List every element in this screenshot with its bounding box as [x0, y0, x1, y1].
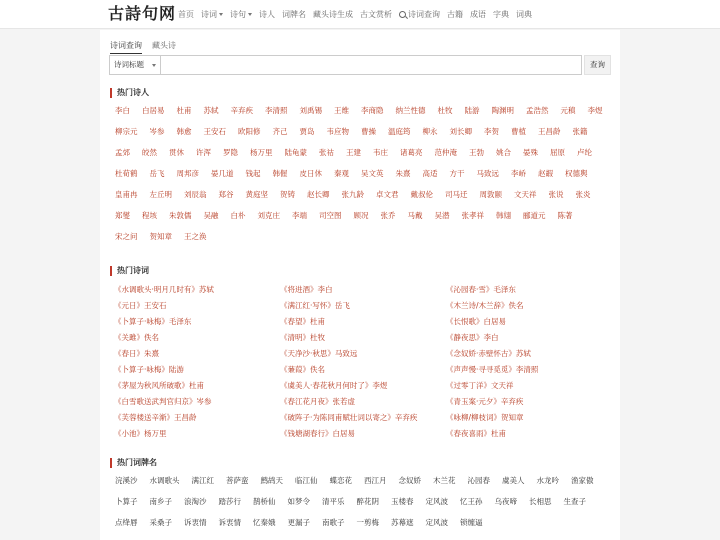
cipai-link[interactable]: 卜算子 — [115, 497, 138, 506]
cipai-link[interactable]: 水龙吟 — [536, 476, 559, 485]
cipai-link[interactable]: 菩萨蛮 — [226, 476, 249, 485]
poet-link[interactable]: 高适 — [422, 169, 438, 178]
hot-cipai-title: 热门词牌名 — [110, 458, 157, 468]
poet-link[interactable]: 李端 — [292, 211, 307, 220]
poet-link[interactable]: 诸葛亮 — [400, 148, 423, 157]
search-input[interactable] — [161, 55, 582, 75]
nav-item[interactable] — [282, 9, 306, 20]
tab-poem-search[interactable]: 诗词查询 — [110, 40, 142, 54]
poet-link[interactable]: 陆龟蒙 — [284, 148, 307, 157]
cipai-link[interactable]: 点绛唇 — [115, 518, 138, 527]
poem-link[interactable]: 《芙蓉楼送辛渐》王昌龄 — [114, 413, 197, 422]
nav-item[interactable] — [259, 9, 275, 20]
poem-link[interactable]: 《声声慢·寻寻觅觅》李清照 — [446, 365, 539, 374]
poet-link[interactable]: 程垓 — [142, 211, 157, 220]
poet-link[interactable]: 权德舆 — [565, 169, 588, 178]
poet-link[interactable]: 司空图 — [319, 211, 342, 220]
search-tabs — [110, 40, 176, 54]
poem-link[interactable]: 《春日》朱熹 — [114, 349, 159, 358]
poet-link[interactable]: 韩愈 — [176, 127, 192, 136]
poem-link[interactable]: 《青玉案·元夕》辛弃疾 — [446, 397, 524, 406]
poet-link[interactable]: 刘禹锡 — [299, 106, 322, 115]
content-card — [100, 30, 620, 540]
poet-link[interactable]: 岳飞 — [149, 169, 165, 178]
poet-link[interactable]: 孟郊 — [115, 148, 130, 157]
cipai-link[interactable]: 水调歌头 — [149, 476, 180, 485]
search-type-select[interactable] — [109, 55, 161, 75]
cipai-link[interactable]: 木兰花 — [433, 476, 456, 485]
poet-link[interactable]: 陶渊明 — [491, 106, 514, 115]
query-button[interactable]: 查询 — [584, 55, 611, 75]
cipai-link[interactable]: 渔家傲 — [571, 476, 594, 485]
nav-item-label: 字典 — [493, 10, 509, 19]
hot-poems-list — [114, 282, 614, 442]
nav-item-label: 藏头诗生成 — [313, 10, 353, 19]
cipai-link[interactable]: 满江红 — [191, 476, 214, 485]
top-navbar — [0, 0, 720, 29]
poem-link[interactable]: 《茅屋为秋风所破歌》杜甫 — [114, 381, 204, 390]
cipai-link[interactable]: 沁园春 — [467, 476, 490, 485]
nav-item-label: 成语 — [470, 10, 486, 19]
poet-link[interactable]: 岑参 — [149, 127, 165, 136]
main-nav — [178, 0, 532, 29]
poem-link[interactable]: 《春夜喜雨》杜甫 — [446, 429, 506, 438]
nav-item[interactable] — [470, 9, 486, 20]
poet-link[interactable]: 杜甫 — [176, 106, 192, 115]
cipai-link[interactable]: 诉衷情 — [184, 518, 207, 527]
poet-link[interactable]: 曹操 — [361, 127, 376, 136]
poem-link[interactable]: 《念奴娇·赤壁怀古》苏轼 — [446, 349, 531, 358]
cipai-link[interactable]: 一剪梅 — [356, 518, 379, 527]
poet-link[interactable]: 李商隐 — [361, 106, 384, 115]
poet-link[interactable]: 柳永 — [422, 127, 438, 136]
poet-link[interactable]: 韩翃 — [496, 211, 511, 220]
poet-link[interactable]: 王勃 — [469, 148, 484, 157]
poet-link[interactable]: 韩偓 — [272, 169, 288, 178]
poet-link[interactable]: 王之涣 — [184, 232, 207, 241]
poem-link[interactable]: 《清明》杜牧 — [280, 333, 325, 342]
poem-link[interactable]: 《木兰诗/木兰辞》佚名 — [446, 301, 524, 310]
poet-link[interactable]: 杨万里 — [250, 148, 273, 157]
nav-item-label: 古文赏析 — [360, 10, 392, 19]
poem-link[interactable]: 《小池》杨万里 — [114, 429, 167, 438]
poet-link[interactable]: 屈原 — [550, 148, 565, 157]
tab-acrostic[interactable]: 藏头诗 — [152, 41, 176, 50]
nav-item[interactable] — [516, 9, 532, 20]
poet-link[interactable]: 卢纶 — [577, 148, 592, 157]
poet-link[interactable]: 宋之问 — [115, 232, 138, 241]
nav-item-label: 词典 — [516, 10, 532, 19]
poet-link[interactable]: 白居易 — [142, 106, 165, 115]
poet-link[interactable]: 司马迁 — [445, 190, 468, 199]
poem-link[interactable]: 《虞美人·春花秋月何时了》李煜 — [280, 381, 388, 390]
poet-link[interactable]: 张孝祥 — [461, 211, 484, 220]
nav-item-label: 古籍 — [447, 10, 463, 19]
poet-link[interactable]: 王维 — [334, 106, 349, 115]
poem-link[interactable]: 《钱塘湖春行》白居易 — [280, 429, 355, 438]
poet-link[interactable]: 马戴 — [407, 211, 423, 220]
poet-link[interactable]: 顾况 — [353, 211, 369, 220]
poet-link[interactable]: 李清照 — [265, 106, 288, 115]
cipai-link[interactable]: 如梦令 — [287, 497, 310, 506]
poet-link[interactable]: 欧阳修 — [238, 127, 261, 136]
hot-poems-title: 热门诗词 — [110, 266, 149, 276]
poet-link[interactable]: 左丘明 — [149, 190, 172, 199]
search-type-value: 诗词标题 — [114, 60, 144, 69]
nav-item[interactable] — [399, 9, 440, 20]
poet-link[interactable]: 吴文英 — [361, 169, 384, 178]
cipai-link[interactable]: 踏莎行 — [218, 497, 241, 506]
poem-link[interactable]: 《水调歌头·明月几时有》苏轼 — [114, 285, 214, 294]
cipai-link[interactable]: 锁缠逼 — [460, 518, 483, 527]
poet-link[interactable]: 朱敦儒 — [169, 211, 192, 220]
poet-link[interactable]: 罗隐 — [223, 148, 238, 157]
poem-link[interactable]: 《元日》王安石 — [114, 301, 167, 310]
poet-link[interactable]: 方干 — [449, 169, 465, 178]
nav-item-label: 诗词查询 — [408, 10, 440, 19]
poet-link[interactable]: 陈著 — [557, 211, 573, 220]
poet-link[interactable]: 纳兰性德 — [395, 106, 426, 115]
poet-link[interactable]: 温庭筠 — [388, 127, 411, 136]
chevron-down-icon — [248, 13, 252, 16]
nav-item[interactable] — [360, 9, 392, 20]
cipai-link[interactable]: 诉衷情 — [218, 518, 241, 527]
poet-link[interactable]: 贾岛 — [299, 127, 315, 136]
site-logo[interactable]: 古詩句网 — [108, 4, 177, 23]
poet-link[interactable]: 齐己 — [272, 127, 288, 136]
poem-link[interactable]: 《沁园春·雪》毛泽东 — [446, 285, 516, 294]
poet-link[interactable]: 张九龄 — [341, 190, 364, 199]
cipai-link[interactable]: 鹧鸪天 — [260, 476, 283, 485]
poet-link[interactable]: 文天祥 — [514, 190, 537, 199]
cipai-link[interactable]: 浣溪沙 — [115, 476, 138, 485]
poet-link[interactable]: 黄庭坚 — [245, 190, 268, 199]
poet-link[interactable]: 韦应物 — [326, 127, 349, 136]
poet-link[interactable]: 张炎 — [575, 190, 591, 199]
poet-link[interactable]: 李峤 — [511, 169, 526, 178]
poet-link[interactable]: 皮日休 — [299, 169, 322, 178]
poet-link[interactable]: 周敦颐 — [479, 190, 502, 199]
hot-poets-list — [110, 102, 610, 249]
poet-link[interactable]: 贺知章 — [149, 232, 172, 241]
poet-link[interactable]: 杜牧 — [437, 106, 453, 115]
cipai-link[interactable]: 临江仙 — [295, 476, 318, 485]
cipai-link[interactable]: 浪淘沙 — [184, 497, 207, 506]
poem-link[interactable]: 《将进酒》李白 — [280, 285, 333, 294]
poet-link[interactable]: 张乔 — [380, 211, 396, 220]
poet-link[interactable]: 李煜 — [587, 106, 603, 115]
cipai-link[interactable]: 南歌子 — [322, 518, 345, 527]
nav-item[interactable] — [201, 9, 223, 20]
cipai-link[interactable]: 忆王孙 — [460, 497, 483, 506]
poem-link[interactable]: 《春江花月夜》张若虚 — [280, 397, 355, 406]
poet-link[interactable]: 王建 — [346, 148, 361, 157]
poet-link[interactable]: 皇甫冉 — [115, 190, 138, 199]
poet-link[interactable]: 皎然 — [142, 148, 157, 157]
poet-link[interactable]: 张祜 — [319, 148, 334, 157]
nav-item-label: 诗句 — [230, 10, 246, 19]
nav-item[interactable] — [313, 9, 353, 20]
poet-link[interactable]: 贯休 — [169, 148, 184, 157]
poet-link[interactable]: 马致远 — [476, 169, 499, 178]
poet-link[interactable]: 戴叔伦 — [410, 190, 433, 199]
cipai-link[interactable]: 苏幕遮 — [391, 518, 414, 527]
cipai-link[interactable]: 醉花阴 — [356, 497, 379, 506]
cipai-link[interactable]: 西江月 — [364, 476, 387, 485]
poet-link[interactable]: 苏轼 — [203, 106, 219, 115]
cipai-link[interactable]: 更漏子 — [287, 518, 310, 527]
poet-link[interactable]: 辛弃疾 — [230, 106, 253, 115]
poem-link[interactable]: 《蒹葭》佚名 — [280, 365, 325, 374]
poem-link[interactable]: 《满江红·写怀》岳飞 — [280, 301, 350, 310]
cipai-link[interactable]: 长相思 — [529, 497, 552, 506]
poem-link[interactable]: 《春望》杜甫 — [280, 317, 325, 326]
poet-link[interactable]: 钱起 — [245, 169, 261, 178]
nav-item[interactable] — [178, 9, 194, 20]
nav-item[interactable] — [493, 9, 509, 20]
poet-link[interactable]: 刘辰翁 — [184, 190, 207, 199]
poet-link[interactable]: 王安石 — [203, 127, 226, 136]
poet-link[interactable]: 范仲淹 — [434, 148, 457, 157]
poet-link[interactable]: 王昌龄 — [538, 127, 561, 136]
poet-link[interactable]: 陆游 — [464, 106, 480, 115]
poem-link[interactable]: 《破阵子·为陈同甫赋壮词以寄之》辛弃疾 — [280, 413, 418, 422]
cipai-link[interactable]: 鹊桥仙 — [253, 497, 276, 506]
poet-link[interactable]: 吴潜 — [434, 211, 450, 220]
poet-link[interactable]: 李贺 — [484, 127, 499, 136]
poet-link[interactable]: 郦道元 — [523, 211, 546, 220]
nav-item[interactable] — [230, 9, 252, 20]
poet-link[interactable]: 赵长卿 — [307, 190, 330, 199]
poet-link[interactable]: 贺铸 — [280, 190, 295, 199]
poet-link[interactable]: 孟浩然 — [526, 106, 549, 115]
nav-item-label: 词牌名 — [282, 10, 306, 19]
poet-link[interactable]: 秦观 — [334, 169, 349, 178]
search-icon — [399, 11, 406, 18]
poem-link[interactable]: 《过零丁洋》文天祥 — [446, 381, 514, 390]
poet-link[interactable]: 周邦彦 — [176, 169, 199, 178]
poem-link[interactable]: 《卜算子·咏梅》陆游 — [114, 365, 184, 374]
chevron-down-icon — [152, 64, 156, 67]
hot-poets-title: 热门诗人 — [110, 88, 149, 98]
poet-link[interactable]: 李白 — [115, 106, 130, 115]
poet-link[interactable]: 张说 — [548, 190, 564, 199]
nav-item-label: 诗人 — [259, 10, 275, 19]
nav-item[interactable] — [447, 9, 463, 20]
poet-link[interactable]: 郑燮 — [115, 211, 130, 220]
cipai-link[interactable]: 忆秦娥 — [253, 518, 276, 527]
poet-link[interactable]: 卓文君 — [376, 190, 399, 199]
nav-item-label: 首页 — [178, 10, 194, 19]
cipai-link[interactable]: 念奴娇 — [398, 476, 421, 485]
poet-link[interactable]: 曹植 — [511, 127, 526, 136]
poem-link[interactable]: 《天净沙·秋思》马致远 — [280, 349, 358, 358]
cipai-link[interactable]: 清平乐 — [322, 497, 345, 506]
poet-link[interactable]: 许浑 — [196, 148, 211, 157]
poet-link[interactable]: 郑谷 — [218, 190, 234, 199]
cipai-link[interactable]: 乌夜啼 — [494, 497, 517, 506]
cipai-link[interactable]: 生查子 — [563, 497, 586, 506]
chevron-down-icon — [219, 13, 223, 16]
poet-link[interactable]: 白朴 — [230, 211, 246, 220]
poet-link[interactable]: 张籍 — [572, 127, 588, 136]
cipai-link[interactable]: 定风波 — [425, 497, 448, 506]
nav-item-label: 诗词 — [201, 10, 217, 19]
cipai-link[interactable]: 蝶恋花 — [329, 476, 352, 485]
poet-link[interactable]: 柳宗元 — [115, 127, 138, 136]
poet-link[interactable]: 吴融 — [203, 211, 219, 220]
poem-link[interactable]: 《关雎》佚名 — [114, 333, 159, 342]
poet-link[interactable]: 杜荀鹤 — [115, 169, 138, 178]
poem-link[interactable]: 《长恨歌》白居易 — [446, 317, 506, 326]
poet-link[interactable]: 赵嘏 — [538, 169, 553, 178]
poet-link[interactable]: 晏几道 — [211, 169, 234, 178]
poet-link[interactable]: 韦庄 — [373, 148, 388, 157]
cipai-link[interactable]: 定风波 — [425, 518, 448, 527]
poet-link[interactable]: 元稹 — [560, 106, 576, 115]
cipai-link[interactable]: 采桑子 — [149, 518, 172, 527]
poem-link[interactable]: 《咏柳/柳枝词》贺知章 — [446, 413, 524, 422]
cipai-link[interactable]: 南乡子 — [149, 497, 172, 506]
search-row — [109, 55, 611, 75]
poet-link[interactable]: 刘长卿 — [449, 127, 472, 136]
poet-link[interactable]: 姚合 — [496, 148, 511, 157]
hot-cipai-list — [110, 472, 610, 535]
poet-link[interactable]: 刘克庄 — [257, 211, 280, 220]
cipai-link[interactable]: 玉楼春 — [391, 497, 414, 506]
poem-link[interactable]: 《静夜思》李白 — [446, 333, 499, 342]
poet-link[interactable]: 晏殊 — [523, 148, 538, 157]
poem-link[interactable]: 《白雪歌送武判官归京》岑参 — [114, 397, 212, 406]
cipai-link[interactable]: 虞美人 — [502, 476, 525, 485]
poet-link[interactable]: 朱熹 — [395, 169, 411, 178]
poem-link[interactable]: 《卜算子·咏梅》毛泽东 — [114, 317, 192, 326]
